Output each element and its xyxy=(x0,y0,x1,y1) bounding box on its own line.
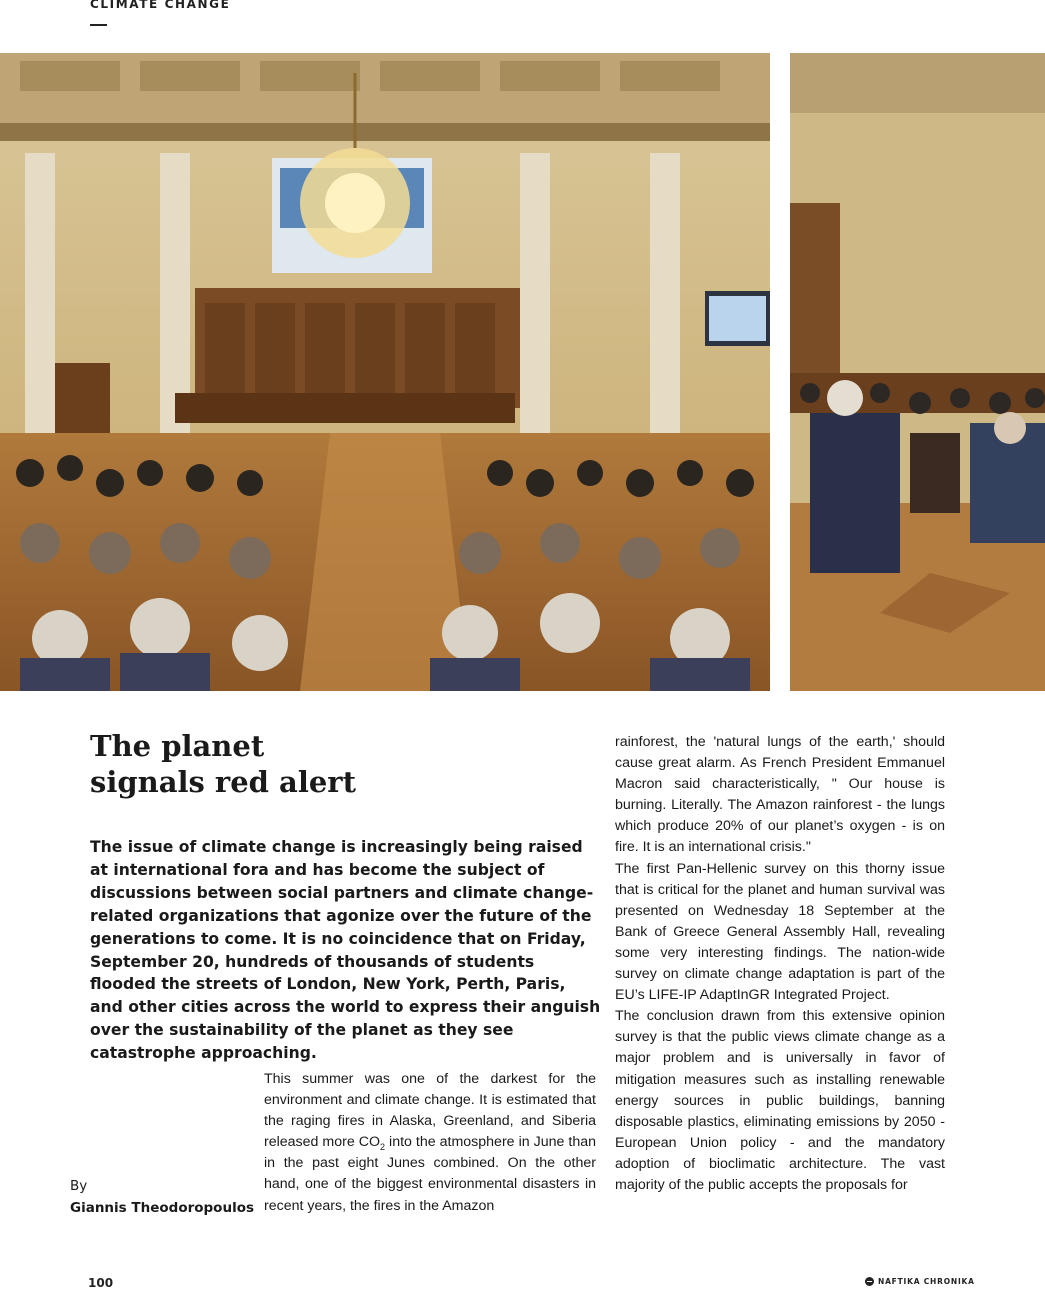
brand-name: NAFTIKA CHRONIKA xyxy=(878,1277,975,1286)
byline xyxy=(70,1175,254,1219)
body-right-paragraph-1: rainforest, the 'natural lungs of the earth,' should cause great alarm. As French President Emmanuel Macron said characteristically, " Our house is burning. Literally. The Amazon rainforest - the lungs which produce 20% of our planet’s oxygen - is on fire. It is an international crisis." xyxy=(615,734,945,856)
body-mid-text-2: into the atmosphere in June than in the past eight Junes combined. On the other hand, one of the biggest environmental disasters in recent years, the fires in the Amazon xyxy=(264,1134,596,1214)
headline-line-1: The planet xyxy=(90,729,265,763)
conference-hall-photo xyxy=(0,53,770,691)
headline-line-2: signals red alert xyxy=(90,765,356,799)
lead-paragraph: The issue of climate change is increasingly being raised at international fora and has become the subject of discussions between social partners and climate change-related organizations that agonize over the future of the generations to come. It is no coincidence that on Friday, September 20, hundreds of thousands of students flooded the streets of London, New York, Perth, Paris, and other cities across the world to express their anguish over the sustainability of the planet as they see catastrophe approaching. xyxy=(90,838,601,1063)
headline xyxy=(90,728,510,800)
author-name: Giannis Theodoropoulos xyxy=(70,1200,255,1216)
body-column-right xyxy=(615,732,945,1196)
brand-logo-icon xyxy=(865,1277,874,1286)
brand-footer xyxy=(865,1277,975,1286)
page-number: 100 xyxy=(88,1276,114,1290)
body-column-middle xyxy=(264,1069,596,1217)
co2-subscript: 2 xyxy=(380,1142,386,1153)
audience-illustration xyxy=(790,53,1045,691)
conference-hall-illustration xyxy=(0,53,770,691)
section-label: CLIMATE CHANGE xyxy=(90,0,231,11)
section-rule xyxy=(90,24,107,26)
audience-photo xyxy=(790,53,1045,691)
body-right-paragraph-2: The first Pan-Hellenic survey on this thorny issue that is critical for the planet and human survival was presented on Wednesday 18 September at the Bank of Greece General Assembly Hall, revealing some very interesting findings. The nation-wide survey on climate change adaptation is part of the EU’s LIFE-IP AdaptInGR Integrated Project. xyxy=(615,860,945,1004)
body-right-paragraph-3: The conclusion drawn from this extensive opinion survey is that the public views climate change as a major problem and is universally in favor of mitigation measures such as installing renewable energy sources in public buildings, banning disposable plastics, eliminating emissions by 2050 - European Union policy - and the mandatory adoption of bioclimatic architecture. The vast majority of the public accepts the proposals for xyxy=(615,1008,945,1193)
byline-prefix: By xyxy=(70,1178,88,1194)
body-mid-text-1: This summer was one of the darkest for the environment and climate change. It is estimated that the raging fires in Alaska, Greenland, and Siberia released more CO xyxy=(264,1071,596,1151)
